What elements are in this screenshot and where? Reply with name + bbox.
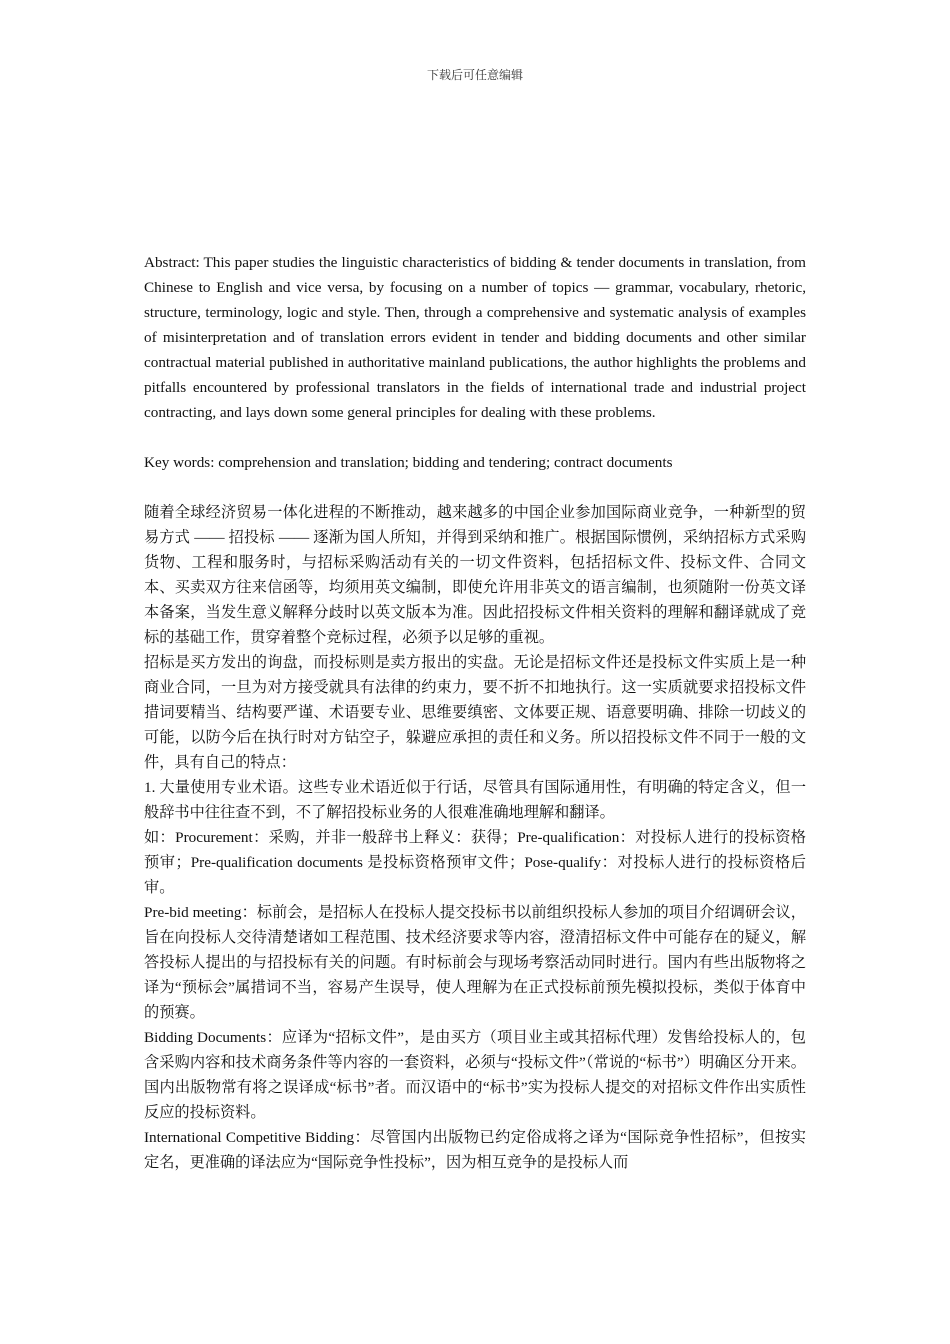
- paragraph-terminology-point: 1. 大量使用专业术语。这些专业术语近似于行话，尽管具有国际通用性，有明确的特定含义，但一般辞书中往往查不到，不了解招投标业务的人很难准确地理解和翻译。: [144, 779, 806, 821]
- paragraph-icb: International Competitive Bidding：尽管国内出版物已约定俗成将之译为“国际竞争性招标”，但按实定名，更准确的译法应为“国际竞争性投标”，因为相互竞争的是投标人而: [144, 1129, 806, 1171]
- main-text: [144, 500, 806, 1175]
- paragraph-bidding-documents: Bidding Documents：应译为“招标文件”，是由买方（项目业主或其招标代理）发售给投标人的，包含采购内容和技术商务条件等内容的一套资料，必须与“投标文件”（常说的“标书”）明确区分开来。国内出版物常有将之误译成“标书”者。而汉语中的“标书”实为投标人提交的对招标文件作出实质性反应的投标资料。: [144, 1029, 806, 1121]
- paragraph-bidding-nature: 招标是买方发出的询盘，而投标则是卖方报出的实盘。无论是招标文件还是投标文件实质上是一种商业合同，一旦为对方接受就具有法律的约束力，要不折不扣地执行。这一实质就要求招投标文件措词要精当、结构要严谨、术语要专业、思维要缜密、文体要正规、语意要明确、排除一切歧义的可能，以防今后在执行时对方钻空子，躲避应承担的责任和义务。所以招投标文件不同于一般的文件，具有自己的特点：: [144, 654, 806, 771]
- paragraph-procurement-examples: 如：Procurement：采购，并非一般辞书上释义：获得；Pre-qualification：对投标人进行的投标资格预审；Pre-qualification documents 是投标资格预审文件；Pose-qualify：对投标人进行的投标资格后审。: [144, 829, 806, 896]
- paragraph-intro: 随着全球经济贸易一体化进程的不断推动，越来越多的中国企业参加国际商业竞争，一种新型的贸易方式 —— 招投标 —— 逐渐为国人所知，并得到采纳和推广。根据国际惯例，采纳招标方式采购货物、工程和服务时，与招标采购活动有关的一切文件资料，包括招标文件、投标文件、合同文本、买卖双方往来信函等，均须用英文编制，即使允许用非英文的语言编制，也须随附一份英文译本备案，当发生意义解释分歧时以英文版本为准。因此招投标文件相关资料的理解和翻译就成了竞标的基础工作，贯穿着整个竞标过程，必须予以足够的重视。: [144, 504, 806, 646]
- paragraph-pre-bid-meeting: Pre-bid meeting：标前会，是招标人在投标人提交投标书以前组织投标人参加的项目介绍调研会议，旨在向投标人交待清楚诸如工程范围、技术经济要求等内容，澄清招标文件中可能存在的疑义，解答投标人提出的与招投标有关的问题。有时标前会与现场考察活动同时进行。国内有些出版物将之译为“预标会”属措词不当，容易产生误导，使人理解为在正式投标前预先模拟投标，类似于体育中的预赛。: [144, 904, 806, 1021]
- abstract-paragraph: Abstract: This paper studies the linguistic characteristics of bidding & tender documents in translation, from Chinese to English and vice versa, by focusing on a number of topics — grammar, vocabulary, rhetoric, structure, terminology, logic and style. Then, through a comprehensive and systematic analysis of examples of misinterpretation and of translation errors evident in tender and bidding documents and other similar contractual material published in authoritative mainland publications, the author highlights the problems and pitfalls encountered by professional translators in the fields of international trade and industrial project contracting, and lays down some general principles for dealing with these problems.: [144, 254, 806, 421]
- page-header: 下载后可任意编辑: [426, 68, 523, 82]
- keywords-line: Key words: comprehension and translation; bidding and tendering; contract documents: [144, 454, 673, 471]
- document-body: [144, 250, 806, 1175]
